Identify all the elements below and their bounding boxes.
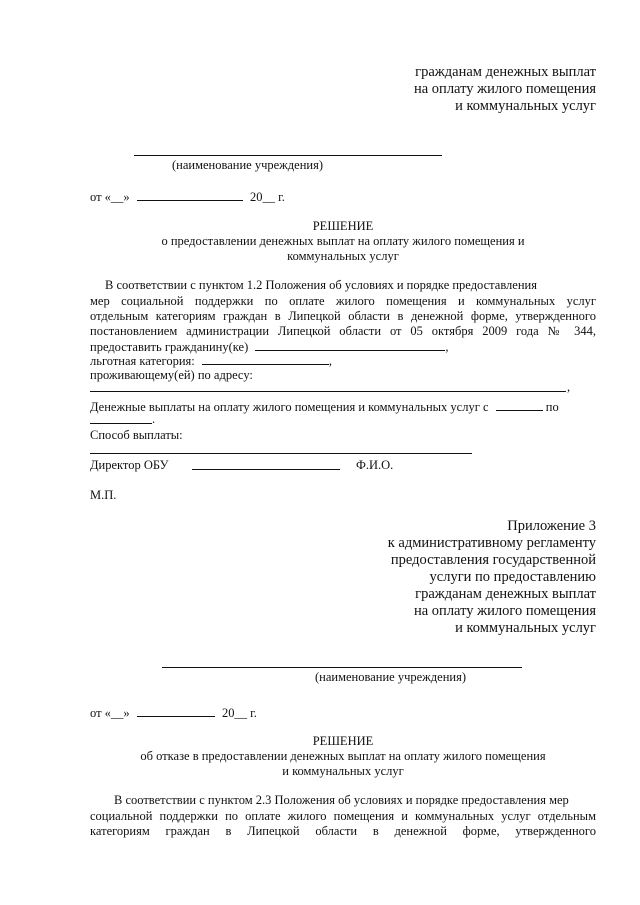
decision-title: РЕШЕНИЕ [312,219,374,233]
payments-period: . [152,412,156,426]
institution-caption: (наименование учреждения) [172,158,323,172]
payments-row [90,399,596,415]
refusal-subtitle-2: и коммунальных услуг [282,764,404,778]
refusal-body-line-3: категориям граждан в Липецкой области в денежной форме, утвержденного [90,824,596,838]
address-label: проживающему(ей) по адресу: [90,368,253,382]
appendix-line-5: гражданам денежных выплат [415,586,596,602]
date-prefix-2: от «__» [90,706,130,720]
header-line-1: гражданам денежных выплат [415,64,596,80]
category-row: льготная категория: , [90,354,333,368]
refusal-subtitle-1: об отказе в предоставлении денежных выплат на оплату жилого помещения [140,749,546,763]
body-line-4: постановлением администрации Липецкой области от 05 октября 2009 года № 344, [90,324,596,338]
address-comma: , [567,380,571,394]
institution-line [134,155,442,156]
payments-text: Денежные выплаты на оплату жилого помещения и коммунальных услуг с [90,400,489,414]
refusal-title: РЕШЕНИЕ [312,734,374,748]
refusal-body-line-1: В соответствии с пунктом 2.3 Положения об условиях и порядке предоставления мер [114,793,569,807]
stamp-label: М.П. [90,488,117,502]
category-blank [202,353,329,365]
signature-line [192,469,340,470]
appendix-line-6: на оплату жилого помещения [413,603,596,619]
method-line [90,453,472,454]
citizen-blank [255,339,445,351]
appendix-line-1: Приложение 3 [507,518,596,534]
body-line-2: мер социальной поддержки по оплате жилого помещения и коммунальных услуг [90,294,596,308]
decision-subtitle-1: о предоставлении денежных выплат на оплату жилого помещения и [161,234,525,248]
provide-label: предоставить гражданину(ке) [90,340,249,354]
appendix-line-2: к административному регламенту [387,535,596,551]
payments-po: по [545,400,559,414]
method-label: Способ выплаты: [90,428,183,442]
fio-label: Ф.И.О. [356,458,394,472]
decision-date [90,189,285,205]
header-line-3: и коммунальных услуг [455,98,596,114]
body-line-3: отдельным категориям граждан в Липецкой области в денежной форме, утвержденного [90,309,596,323]
refusal-body-line-2: социальной поддержки по оплате жилого помещения и коммунальных услуг отдельным [90,809,596,823]
institution-caption-2: (наименование учреждения) [315,670,466,684]
date-prefix: от «__» [90,190,130,204]
appendix-line-4: услуги по предоставлению [429,569,596,585]
date-blank [137,189,243,201]
institution-line-2 [162,667,522,668]
decision-date-2 [90,705,257,721]
decision-subtitle-2: коммунальных услуг [287,249,399,263]
appendix-line-7: и коммунальных услуг [455,620,596,636]
date-blank-2 [137,705,215,717]
director-label: Директор ОБУ [90,458,169,472]
category-label: льготная категория: [90,354,195,368]
body-line-1: В соответствии с пунктом 1.2 Положения об условиях и порядке предоставления [105,278,537,292]
date-year-2: 20__ г. [221,706,257,720]
header-line-2: на оплату жилого помещения [413,81,596,97]
address-line [90,391,566,392]
payments-to-line [90,423,152,424]
provide-row: предоставить гражданину(ке) , [90,340,449,354]
date-year: 20__ г. [249,190,285,204]
payments-from-blank [496,399,543,411]
appendix-line-3: предоставления государственной [390,552,596,568]
